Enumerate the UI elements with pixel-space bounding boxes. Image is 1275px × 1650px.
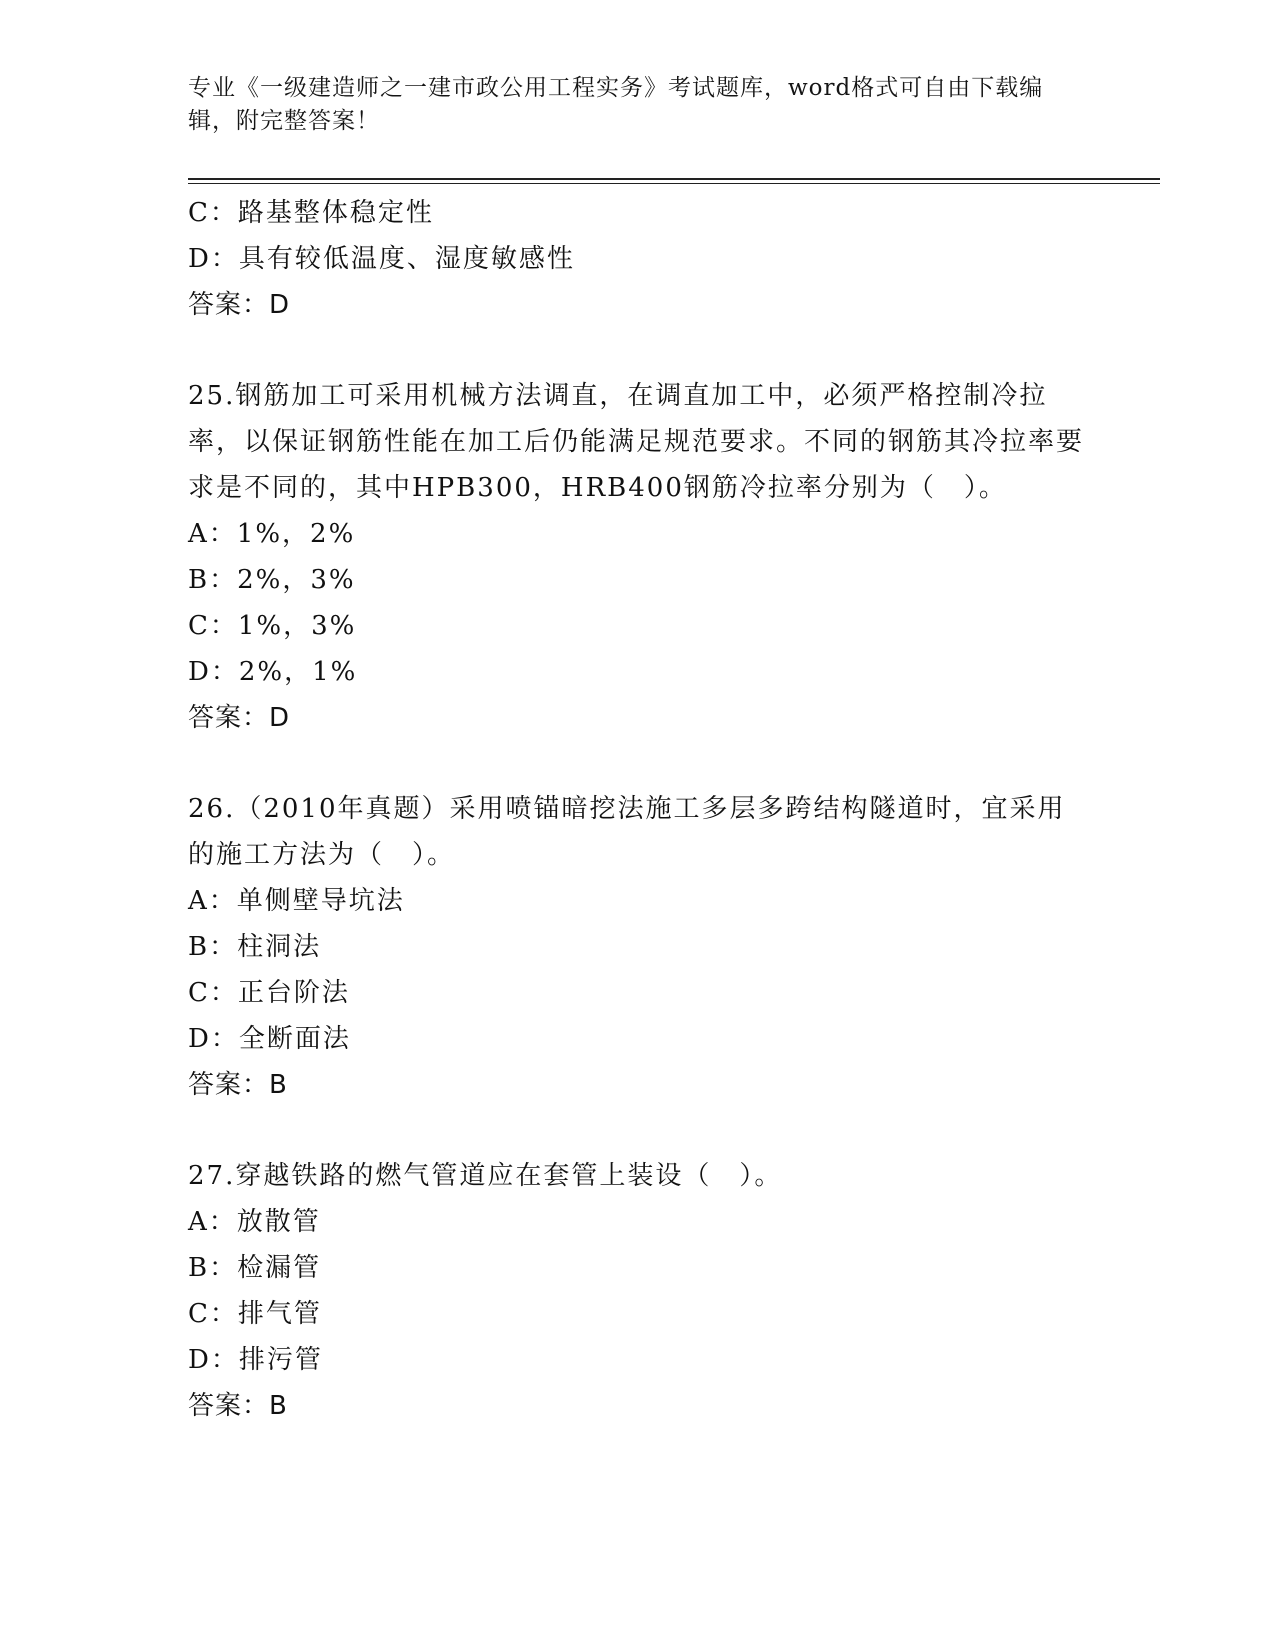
answer-line: 答案：D (188, 290, 291, 320)
question-25 (188, 373, 1088, 741)
answer-line: 答案：B (188, 1391, 288, 1421)
question-stem: 26.（2010年真题）采用喷锚暗挖法施工多层多跨结构隧道时，宜采用的施工方法为（ ）。 (188, 794, 1066, 870)
question-stem: 27.穿越铁路的燃气管道应在套管上装设（ ）。 (188, 1161, 783, 1191)
option-c: C：路基整体稳定性 (188, 198, 434, 228)
question-26 (188, 786, 1088, 1108)
option-a: A：1%，2% (188, 519, 356, 549)
option-c: C：正台阶法 (188, 978, 350, 1008)
header-divider-thin (188, 183, 1160, 184)
option-b: B：2%，3% (188, 565, 356, 595)
option-b: B：检漏管 (188, 1253, 322, 1283)
option-a: A：放散管 (188, 1207, 321, 1237)
document-header: 专业《一级建造师之一建市政公用工程实务》考试题库，word格式可自由下载编辑，附完整答案！ (188, 75, 1044, 134)
option-c: C：排气管 (188, 1299, 322, 1329)
option-d: D：排污管 (188, 1345, 323, 1375)
option-c: C：1%，3% (188, 611, 357, 641)
option-d: D：2%，1% (188, 657, 358, 687)
option-a: A：单侧壁导坑法 (188, 886, 405, 916)
question-27 (188, 1153, 1088, 1429)
header-divider-thick (188, 178, 1160, 180)
question-stem: 25.钢筋加工可采用机械方法调直，在调直加工中，必须严格控制冷拉率，以保证钢筋性能在加工后仍能满足规范要求。不同的钢筋其冷拉率要求是不同的，其中HPB300，HRB400钢筋冷拉率分别为（ ）。 (188, 381, 1085, 503)
answer-line: 答案：B (188, 1070, 288, 1100)
previous-question-tail (188, 190, 1088, 328)
answer-line: 答案：D (188, 703, 291, 733)
option-b: B：柱洞法 (188, 932, 322, 962)
question-list (188, 190, 1088, 1429)
option-d: D：具有较低温度、湿度敏感性 (188, 244, 575, 274)
option-d: D：全断面法 (188, 1024, 351, 1054)
